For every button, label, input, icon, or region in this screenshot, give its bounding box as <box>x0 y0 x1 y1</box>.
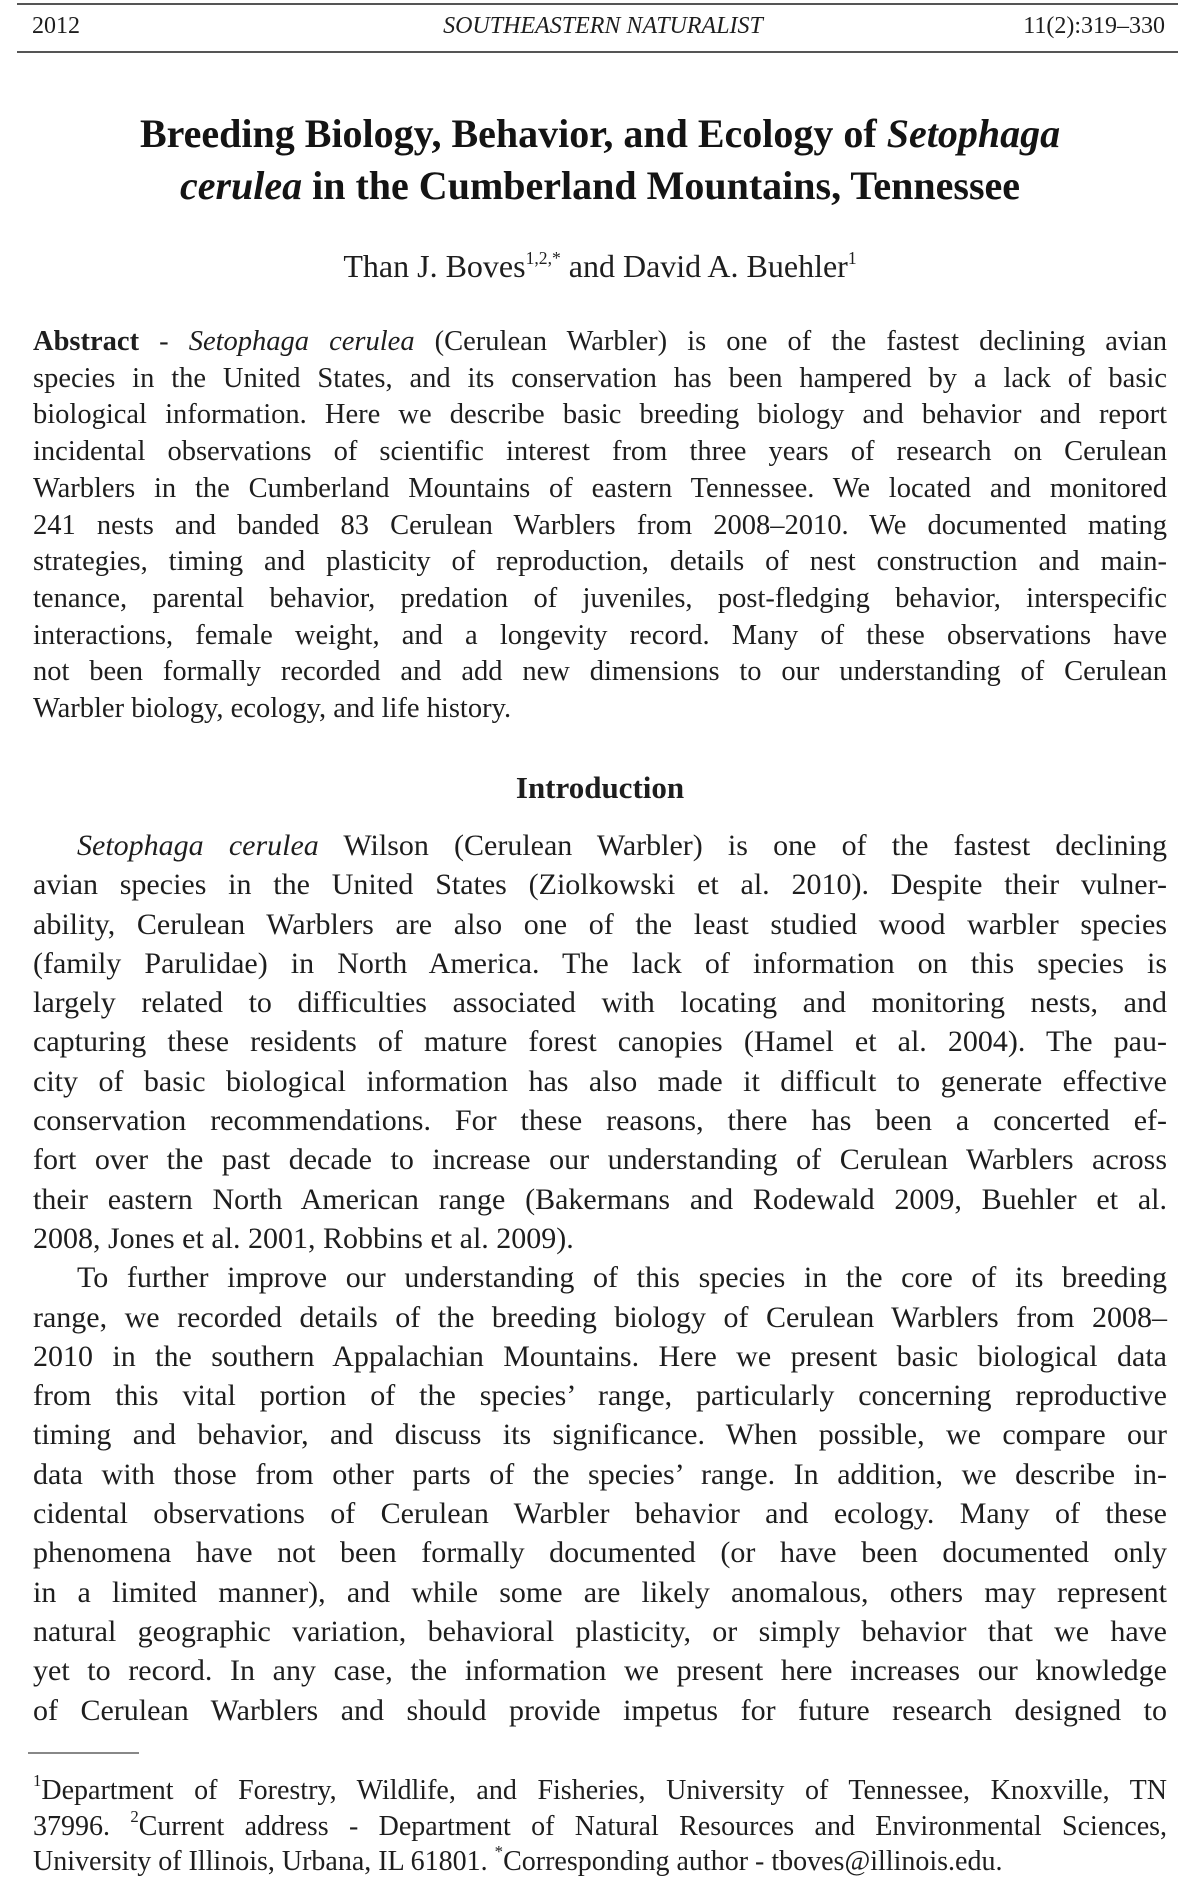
abstract <box>33 324 1167 728</box>
introduction-body <box>33 826 1167 1730</box>
title-text: Breeding Biology, Behavior, and Ecology of <box>139 111 887 156</box>
body-line: 2010 in the southern Appalachian Mountains. Here we present basic biological data <box>33 1339 1167 1373</box>
footnote-line <box>33 1806 1168 1845</box>
body-line: capturing these residents of mature forest canopies (Hamel et al. 2004). The pau- <box>33 1025 1167 1059</box>
abstract-line: interactions, female weight, and a longevity record. Many of these observations have <box>33 619 1167 651</box>
footnote-rule <box>28 1752 139 1754</box>
body-line: data with those from other parts of the species’ range. In addition, we describe in- <box>33 1457 1167 1491</box>
footnotes <box>33 1773 1167 1880</box>
corresponding-author: Corresponding author - tboves@illinois.edu. <box>503 1846 1003 1877</box>
abstract-line <box>33 324 1167 361</box>
footnote-text: 37996. <box>33 1810 131 1842</box>
body-line: (family Parulidae) in North America. The lack of information on this species is <box>33 946 1167 980</box>
abstract-line: not been formally recorded and add new dimensions to our understanding of Cerulean <box>33 656 1167 688</box>
body-line: ability, Cerulean Warblers are also one of the least studied wood warbler species <box>33 907 1167 941</box>
body-line: To further improve our understanding of this species in the core of its breeding <box>77 1261 1167 1295</box>
author-connector: and <box>560 248 623 284</box>
body-line: city of basic biological information has also made it difficult to generate effective <box>33 1064 1167 1098</box>
body-line: of Cerulean Warblers and should provide impetus for future research designed to <box>33 1693 1167 1727</box>
volume-pages: 11(2):319–330 <box>1023 13 1165 39</box>
body-line: timing and behavior, and discuss its significance. When possible, we compare our <box>33 1418 1167 1452</box>
abstract-line: biological information. Here we describe basic breeding biology and behavior and report <box>33 399 1167 431</box>
footnote-text: Department of Forestry, Wildlife, and Fisheries, University of Tennessee, Knoxville, TN <box>41 1775 1167 1806</box>
abstract-label: Abstract <box>33 326 140 357</box>
publication-year: 2012 <box>32 13 80 39</box>
title-text: in the Cumberland Mountains, Tennessee <box>302 163 1021 208</box>
footnote-line <box>33 1844 1167 1880</box>
body-line: phenomena have not been formally documented (or have been documented only <box>33 1536 1167 1570</box>
body-line: their eastern North American range (Bakermans and Rodewald 2009, Buehler et al. <box>33 1182 1167 1216</box>
abstract-separator: - <box>139 326 189 357</box>
title-line-2 <box>0 160 1200 212</box>
abstract-line: 241 nests and banded 83 Cerulean Warblers from 2008–2010. We documented mating <box>33 509 1167 541</box>
body-line: natural geographic variation, behavioral plasticity, or simply behavior that we have <box>33 1614 1167 1648</box>
author-name: David A. Buehler <box>622 248 848 284</box>
footnote-marker: * <box>494 1842 504 1862</box>
body-line: 2008, Jones et al. 2001, Robbins et al. 2009). <box>33 1221 574 1255</box>
footnote-marker: 1 <box>33 1771 42 1791</box>
body-line: avian species in the United States (Ziolkowski et al. 2010). Despite their vulner- <box>33 868 1167 902</box>
species-name: Setophaga cerulea <box>188 326 415 357</box>
footnote-marker: 2 <box>130 1806 139 1826</box>
body-line: yet to record. In any case, the information we present here increases our knowledge <box>33 1654 1167 1688</box>
section-heading-introduction: Introduction <box>515 770 685 805</box>
abstract-line: species in the United States, and its conservation has been hampered by a lack of basic <box>33 362 1167 394</box>
author-affiliation-marker: 1,2,* <box>525 247 561 268</box>
footnote-text: Current address - Department of Natural Resources and Environmental Sciences, <box>138 1810 1168 1842</box>
abstract-line: incidental observations of scientific interest from three years of research on Cerulean <box>33 436 1167 468</box>
footnote-text: University of Illinois, Urbana, IL 61801. <box>33 1846 495 1877</box>
author-name: Than J. Boves <box>343 248 526 284</box>
body-line: from this vital portion of the species’ range, particularly concerning reproductive <box>33 1379 1167 1413</box>
title-genus: Setophaga <box>886 111 1061 156</box>
abstract-line: strategies, timing and plasticity of reproduction, details of nest construction and main- <box>33 546 1167 578</box>
body-line: conservation recommendations. For these reasons, there has been a concerted ef- <box>33 1104 1167 1138</box>
article-title <box>0 108 1200 212</box>
header-bottom-rule <box>17 51 1178 53</box>
abstract-line: tenance, parental behavior, predation of juveniles, post-fledging behavior, interspecific <box>33 582 1167 614</box>
footnote-line <box>33 1773 1167 1809</box>
abstract-line: Warbler biology, ecology, and life history. <box>33 693 512 725</box>
body-line: largely related to difficulties associated with locating and monitoring nests, and <box>33 986 1167 1020</box>
title-species: cerulea <box>179 163 303 208</box>
header-top-rule <box>17 3 1178 5</box>
body-line: range, we recorded details of the breeding biology of Cerulean Warblers from 2008– <box>33 1300 1167 1334</box>
author-affiliation-marker: 1 <box>847 247 857 268</box>
journal-name: SOUTHEASTERN NATURALIST <box>443 13 763 39</box>
body-line: fort over the past decade to increase our understanding of Cerulean Warblers across <box>33 1143 1167 1177</box>
title-line-1 <box>0 108 1200 160</box>
body-line: in a limited manner), and while some are likely anomalous, others may represent <box>33 1575 1167 1609</box>
body-line <box>33 826 1167 865</box>
abstract-text: (Cerulean Warbler) is one of the fastest declining avian <box>414 326 1167 357</box>
body-text: Wilson (Cerulean Warbler) is one of the fastest declining <box>318 829 1167 862</box>
species-name: Setophaga cerulea <box>77 829 319 862</box>
abstract-line: Warblers in the Cumberland Mountains of eastern Tennessee. We located and monitored <box>33 472 1167 504</box>
body-line: cidental observations of Cerulean Warbler behavior and ecology. Many of these <box>33 1497 1167 1531</box>
author-list <box>0 246 1200 286</box>
